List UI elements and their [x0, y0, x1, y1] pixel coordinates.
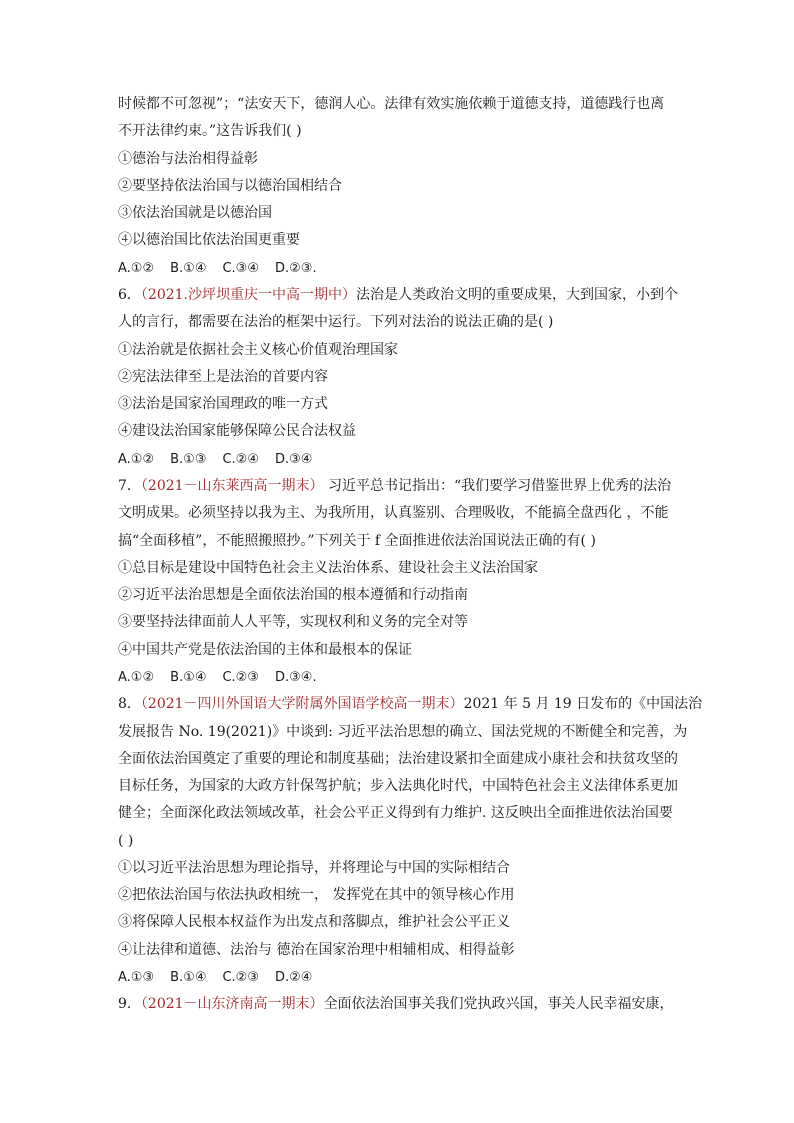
q5-option-a: A.①② — [118, 261, 155, 276]
q7-option-c: C.②③ — [222, 670, 259, 685]
q7-stem-line-1 — [118, 476, 671, 496]
q7-stem-line-3: 搞“全面移植”，不能照搬照抄。”下列关于 f 全面推进依法治国说法正确的有( ) — [118, 533, 596, 549]
q5-option-d: D.②③. — [275, 261, 317, 276]
q7-stem-line-2: 文明成果。必须坚持以我为主、为我所用，认真鉴别、合理吸收，不能搞全盘西化 ，不能 — [118, 505, 669, 521]
q7-stem-text: 习近平总书记指出：“我们要学习借鉴世界上优秀的法治 — [323, 478, 672, 494]
q6-stem-text: 法治是人类政治文明的重要成果，大到国家，小到个 — [356, 287, 679, 303]
q8-stem-line-1 — [118, 694, 702, 714]
q6-source: （2021.沙坪坝重庆一中高一期中） — [140, 287, 357, 303]
q8-stem-line-6: ( ) — [118, 833, 134, 849]
q7-option-b: B.①④ — [170, 670, 207, 685]
q6-option-a: A.①② — [118, 452, 155, 467]
q9-source: （2021－山东济南高一期末） — [140, 996, 324, 1012]
q8-source: （2021－四川外国语大学附属外国语学校高一期末） — [140, 696, 464, 712]
q9-stem-line-1 — [118, 994, 674, 1014]
q5-item-4: ④以德治国比依法治国更重要 — [118, 232, 300, 248]
q8-option-c: C.②③ — [222, 970, 259, 985]
q6-item-1: ①法治就是依据社会主义核心价值观治理国家 — [118, 342, 398, 358]
q8-stem-line-3: 全面依法治国奠定了重要的理论和制度基础；法治建设紧扣全面建成小康社会和扶贫攻坚的 — [118, 751, 678, 767]
q5-item-3: ③依法治国就是以德治国 — [118, 205, 272, 221]
q5-stem-line-1: 时候都不可忽视”；“法安天下，德润人心。法律有效实施依赖于道德支持，道德践行也离 — [118, 96, 665, 112]
q5-item-1: ①德治与法治相得益彰 — [118, 151, 258, 167]
q5-stem-line-2: 不开法律约束。”这告诉我们( ) — [118, 123, 302, 139]
q7-item-3: ③要坚持法律面前人人平等，实现权利和义务的完全对等 — [118, 614, 468, 630]
q6-item-4: ④建设法治国家能够保障公民合法权益 — [118, 423, 356, 439]
q8-item-4: ④让法律和道德、法治与 德治在国家治理中相辅相成、相得益彰 — [118, 942, 515, 958]
q5-options — [118, 258, 333, 279]
q7-option-d: D.③④. — [275, 670, 317, 685]
q5-item-2: ②要坚持依法治国与以德治国相结合 — [118, 178, 342, 194]
q9-stem-text: 全面依法治国事关我们党执政兴国，事关人民幸福安康， — [323, 996, 674, 1012]
q8-stem-line-2: 发展报告 No. 19(2021)》中谈到: 习近平法治思想的确立、国法党规的不断健全和完善，为 — [118, 724, 688, 740]
q7-source: （2021－山东莱西高一期末） — [140, 478, 324, 494]
q8-item-2: ②把依法治国与依法执政相统一， 发挥党在其中的领导核心作用 — [118, 887, 515, 903]
q6-number: 6． — [118, 287, 141, 303]
q6-options — [118, 449, 328, 470]
q6-stem-line-1 — [118, 285, 678, 305]
q7-number: 7． — [118, 478, 141, 494]
q8-number: 8． — [118, 696, 141, 712]
q6-item-3: ③法治是国家治国理政的唯一方式 — [118, 396, 328, 412]
q8-options — [118, 967, 328, 988]
q9-number: 9． — [118, 996, 141, 1012]
q8-option-b: B.①④ — [170, 970, 207, 985]
q8-item-3: ③将保障人民根本权益作为出发点和落脚点，维护社会公平正义 — [118, 914, 510, 930]
q7-options — [118, 667, 333, 688]
q7-item-2: ②习近平法治思想是全面依法治国的根本遵循和行动指南 — [118, 587, 468, 603]
q6-option-d: D.③④ — [275, 452, 313, 467]
q8-item-1: ①以习近平法治思想为理论指导，并将理论与中国的实际相结合 — [118, 860, 510, 876]
q6-option-c: C.②④ — [222, 452, 259, 467]
q6-stem-line-2: 人的言行，都需要在法治的框架中运行。下列对法治的说法正确的是( ) — [118, 314, 554, 330]
q8-stem-line-5: 健全；全面深化政法领域改革，社会公平正义得到有力维护. 这反映出全面推进依法治国要 — [118, 805, 673, 821]
q8-stem-text: 2021 年 5 月 19 日发布的《中国法治 — [463, 696, 703, 712]
q7-item-1: ①总目标是建设中国特色社会主义法治体系、建设社会主义法治国家 — [118, 560, 538, 576]
q5-option-c: C.③④ — [222, 261, 259, 276]
q7-item-4: ④中国共产党是依法治国的主体和最根本的保证 — [118, 642, 412, 658]
q8-stem-line-4: 目标任务，为国家的大政方针保驾护航；步入法典化时代，中国特色社会主义法律体系更加 — [118, 778, 678, 794]
q8-option-a: A.①③ — [118, 970, 155, 985]
q7-option-a: A.①② — [118, 670, 155, 685]
q8-option-d: D.②④ — [275, 970, 313, 985]
q6-option-b: B.①③ — [170, 452, 207, 467]
q6-item-2: ②宪法法律至上是法治的首要内容 — [118, 369, 328, 385]
q5-option-b: B.①④ — [170, 261, 207, 276]
